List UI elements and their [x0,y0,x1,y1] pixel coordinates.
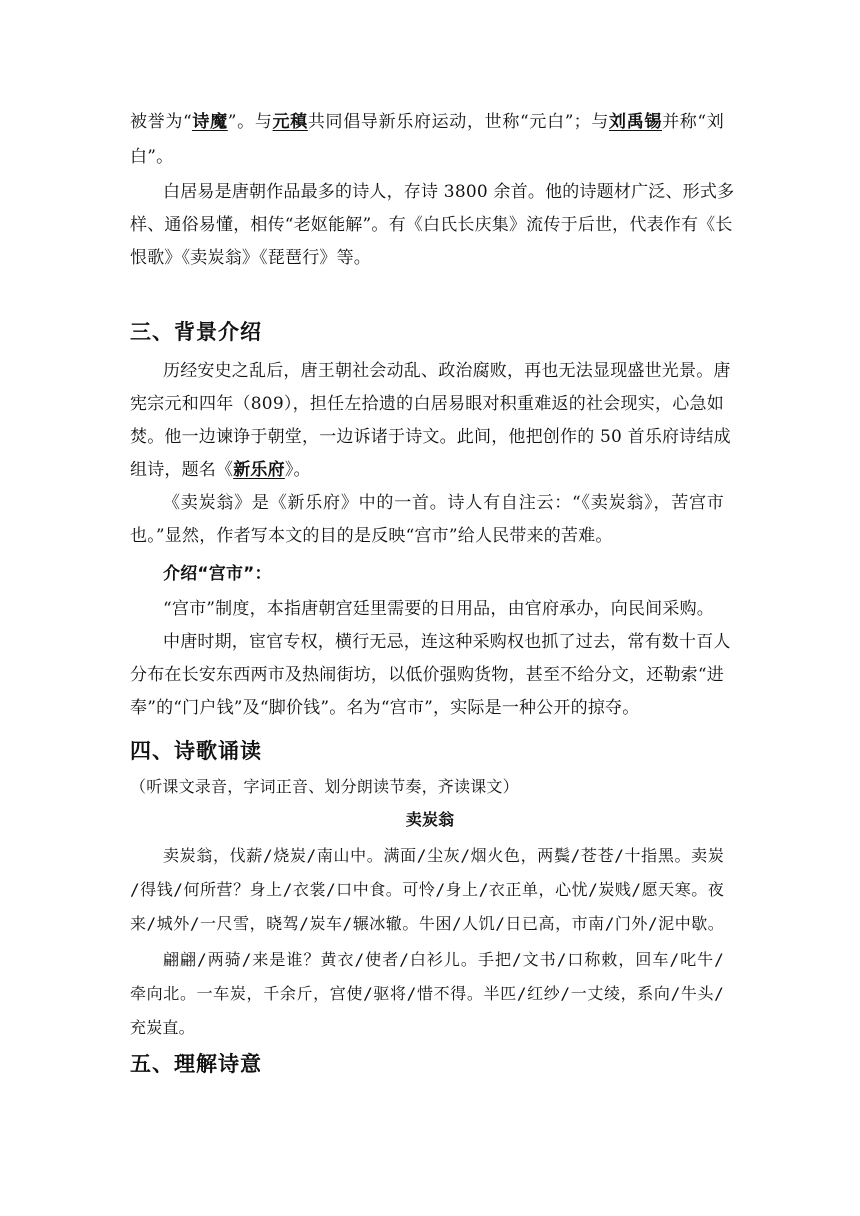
gongshi-p2-line-1: 中唐时期，宦官专权，横行无忌，连这种采购权也抓了过去，常有数十百人 [163,632,731,652]
poem-stanza1-line-2: /得钱/何所营？身上/衣裳/口中食。可怜/身上/衣正单，心忧/炭贱/愿天寒。夜 [130,880,724,899]
bg-p1-line-4 [130,458,311,482]
gongshi-p2-line-3: 奉”的“门户钱”及“脚价钱”。名为“宫市”，实际是一种公开的掠夺。 [130,698,640,718]
bio-text: 被誉为“ [130,112,192,132]
poem-title: 卖炭翁 [405,810,455,829]
poem-stanza1-line-1: 卖炭翁，伐薪/烧炭/南山中。满面/尘灰/烟火色，两鬓/苍苍/十指黑。卖炭 [163,846,724,865]
bg-p1-line-3: 焚。他一边谏诤于朝堂，一边诉诸于诗文。此间，他把创作的 50 首乐府诗结成 [130,427,731,447]
bg-p1-line-1: 历经安史之乱后，唐王朝社会动乱、政治腐败，再也无法显现盛世光景。唐 [163,361,731,381]
bio-text: ”。与 [227,112,273,132]
bio-p2-line-2: 样、通俗易懂，相传“老妪能解”。有《白氏长庆集》流传于后世，代表作有《长 [130,215,733,235]
recitation-note: （听课文录音，字词正音、划分朗读节奏，齐读课文） [130,777,519,796]
term-xinyuefu: 新乐府 [233,460,285,480]
section-heading-recitation: 四、诗歌诵读 [130,739,262,763]
poem-stanza2-line-1: 翩翩/两骑/来是谁？黄衣/使者/白衫儿。手把/文书/口称敕，回车/叱牛/ [163,950,724,969]
bg-p1-line-2: 宪宗元和四年（809），担任左拾遗的白居易眼对积重难返的社会现实，心急如 [130,394,724,414]
poem-stanza1-line-3: 来/城外/一尺雪，晓驾/炭车/辗冰辙。牛困/人饥/日已高，市南/门外/泥中歇。 [130,914,724,933]
poem-stanza2-line-2: 牵向北。一车炭，千余斤，宫使/驱将/惜不得。半匹/红纱/一丈绫，系向/牛头/ [130,984,724,1003]
gongshi-p2-line-2: 分布在长安东西两市及热闹街坊，以低价强购货物，甚至不给分文，还勒索“进 [130,665,724,685]
bg-p2-line-1: 《卖炭翁》是《新乐府》中的一首。诗人有自注云：“《卖炭翁》，苦宫市 [163,493,724,513]
term-yuanzhen: 元稹 [272,112,308,132]
section-heading-meaning: 五、理解诗意 [130,1052,262,1076]
bio-p2-line-3: 恨歌》《卖炭翁》《琵琶行》等。 [130,248,371,268]
section-heading-background: 三、背景介绍 [130,320,262,344]
bg-p2-line-2: 也。”显然，作者写本文的目的是反映“宫市”给人民带来的苦难。 [130,526,613,546]
bg-text: 》。 [284,460,311,480]
poem-stanza2-line-3: 充炭直。 [130,1018,195,1037]
term-liuyuxi: 刘禹锡 [609,112,663,132]
gongshi-p1: “宫市”制度，本指唐朝宫廷里需要的日用品，由官府承办，向民间采购。 [163,599,714,619]
term-shimo: 诗魔 [191,112,228,132]
bio-line-1 [130,110,724,134]
gongshi-label: 介绍“宫市”： [163,564,272,584]
bio-text: 并称“刘 [662,112,724,132]
bg-text: 组诗，题名《 [130,460,234,480]
bio-line-2: 白”。 [130,147,174,167]
bio-text: 共同倡导新乐府运动，世称“元白”；与 [307,112,610,132]
bio-p2-line-1: 白居易是唐朝作品最多的诗人，存诗 3800 余首。他的诗题材广泛、形式多 [163,182,735,202]
